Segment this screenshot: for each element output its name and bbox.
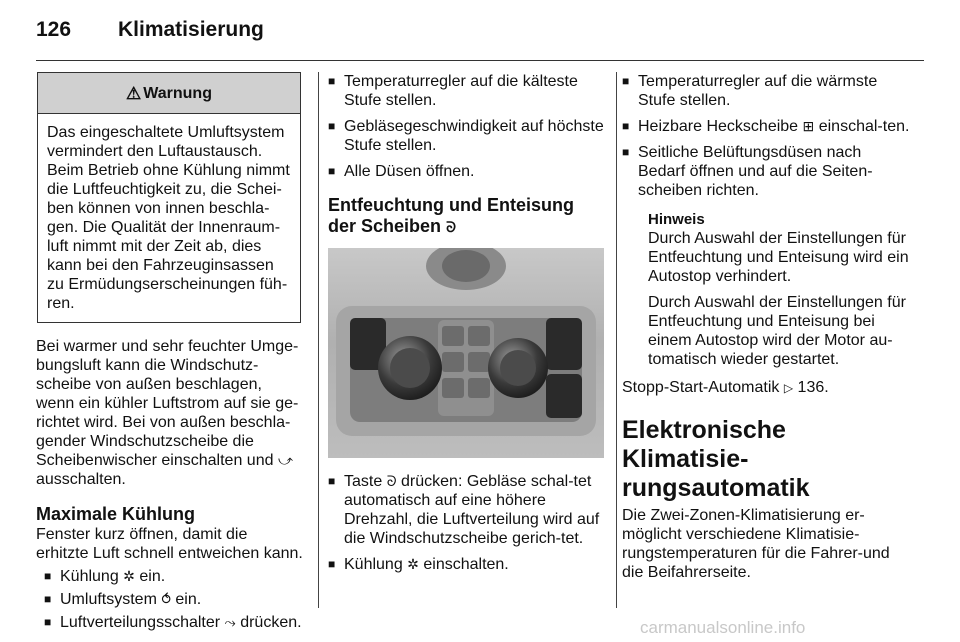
hinweis-label: Hinweis <box>648 211 705 228</box>
reference-arrow-icon: ▷ <box>783 381 794 395</box>
list-item-text: Heizbare Heckscheibe <box>638 118 799 135</box>
list-item-end: ein. <box>175 591 202 608</box>
list-item-text: Umluftsystem <box>60 591 157 608</box>
column-2 <box>328 72 604 574</box>
bullet-marker: ■ <box>328 557 336 571</box>
list-item-text: Kühlung <box>60 568 119 585</box>
list-item <box>36 567 304 586</box>
paragraph-fog-end: ausschalten. <box>36 471 126 488</box>
list-item-text: Taste <box>344 473 383 490</box>
heading-electronic-climate: Elektronische Klimatisie-rungsautomatik <box>622 416 810 502</box>
list-item-end: ein. <box>139 568 166 585</box>
bullet-marker: ■ <box>622 74 630 88</box>
list-item <box>622 143 912 200</box>
recirculation-icon: ⥀ <box>161 591 171 607</box>
list-item <box>328 117 604 155</box>
list-item <box>328 72 604 110</box>
list-item-end: einschal-ten. <box>818 118 910 135</box>
bullet-marker: ■ <box>622 119 630 133</box>
watermark: carmanualsonline.info <box>640 618 806 637</box>
list-item-end: einschalten. <box>423 556 509 573</box>
list-item <box>328 162 604 181</box>
climate-panel-illustration <box>328 248 604 458</box>
column-divider-2 <box>616 72 617 608</box>
bullet-marker: ■ <box>44 615 52 629</box>
column-divider-1 <box>318 72 319 608</box>
list-item <box>622 72 912 110</box>
hinweis-note <box>622 211 912 369</box>
list-item-text: Seitliche Belüftungsdüsen nach Bedarf öffnen und auf die Seiten-scheiben richten. <box>638 144 873 199</box>
warning-header <box>38 73 300 114</box>
defrost-icon: ᘐ <box>446 219 456 235</box>
bullet-marker: ■ <box>328 474 336 488</box>
warning-icon: ⚠ <box>126 83 142 103</box>
list-item <box>36 590 304 609</box>
snowflake-icon: ✲ <box>407 556 419 572</box>
heading-defrost-text: Entfeuchtung und Enteisung der Scheiben <box>328 195 574 236</box>
paragraph-fog <box>36 337 304 489</box>
warning-title: Warnung <box>143 84 212 102</box>
rear-window-heating-icon: ⊞ <box>802 118 815 134</box>
bullet-marker: ■ <box>622 145 630 159</box>
page-number: 126 <box>36 18 72 41</box>
climate-control-photo <box>328 248 604 458</box>
list-item-text: Temperaturregler auf die wärmste Stufe stellen. <box>638 73 878 109</box>
snowflake-icon: ✲ <box>123 568 135 584</box>
hinweis-paragraph: Durch Auswahl der Einstellungen für Entfeuchtung und Enteisung wird ein Autostop verhindert. <box>648 230 909 285</box>
list-item-end: drücken: Gebläse schal-tet automatisch auf eine höhere Drehzahl, die Luftverteilung wird auf die Windschutzscheibe gerich-tet. <box>344 473 600 547</box>
bullet-marker: ■ <box>328 119 336 133</box>
list-item <box>36 613 304 632</box>
list-item-end: drücken. <box>240 614 302 631</box>
header-rule <box>36 60 924 61</box>
cross-reference-page[interactable]: 136. <box>797 379 829 396</box>
cross-reference <box>622 378 912 398</box>
list-item <box>622 117 912 136</box>
bullet-marker: ■ <box>44 592 52 606</box>
cross-reference-text: Stopp-Start-Automatik <box>622 379 780 396</box>
heading-max-cooling: Maximale Kühlung <box>36 504 196 524</box>
bullet-marker: ■ <box>328 74 336 88</box>
list-item-text: Gebläsegeschwindigkeit auf höchste Stufe stellen. <box>344 118 604 154</box>
heading-defrost <box>328 195 604 238</box>
warning-text: Das eingeschaltete Umluftsystem vermindert den Luftaustausch. Beim Betrieb ohne Kühlung nimmt die Luftfeuchtigkeit zu, die Schei-ben können von innen beschla-gen. Die Qualität der Innenraum-luft nimmt mit der Zeit ab, dies kann bei den Fahrzeuginsassen zu Ermüdungserscheinungen füh-ren. <box>47 124 290 312</box>
defrost-button <box>546 374 582 418</box>
list-item-text: Luftverteilungsschalter <box>60 614 221 631</box>
list-item-text: Alle Düsen öffnen. <box>344 163 475 180</box>
column-1 <box>36 72 304 632</box>
page-title: Klimatisierung <box>118 18 264 41</box>
list-item <box>328 472 604 548</box>
list-item-text: Temperaturregler auf die kälteste Stufe stellen. <box>344 73 578 109</box>
bullet-marker: ■ <box>44 569 52 583</box>
wiper-icon: ⤻ <box>277 452 293 468</box>
paragraph-fog-text: Bei warmer und sehr feuchter Umge-bungsluft kann die Windschutz-scheibe von außen beschlagen, wenn ein kühler Luftstrom auf sie ge-richtet wird. Bei von außen beschla-gender Windschutzscheibe die Scheibenwischer einschalten und <box>36 338 299 469</box>
air-distribution-icon: ⤳ <box>224 614 236 630</box>
column-3 <box>622 72 912 582</box>
paragraph-two-zone: Die Zwei-Zonen-Klimatisierung er-möglicht verschiedene Klimatisie-rungstemperaturen für die Fahrer-und die Beifahrerseite. <box>622 507 890 581</box>
hinweis-paragraph: Durch Auswahl der Einstellungen für Entfeuchtung und Enteisung bei einem Autostop wird der Motor au-tomatisch wieder gestartet. <box>648 294 906 368</box>
paragraph-max-cooling: Fenster kurz öffnen, damit die erhitzte Luft schnell entweichen kann. <box>36 526 303 562</box>
list-item-text: Kühlung <box>344 556 403 573</box>
warning-box <box>37 72 301 323</box>
rear-defrost-button <box>546 318 582 370</box>
defrost-icon: ᘐ <box>386 473 397 489</box>
bullet-marker: ■ <box>328 164 336 178</box>
list-item <box>328 555 604 574</box>
